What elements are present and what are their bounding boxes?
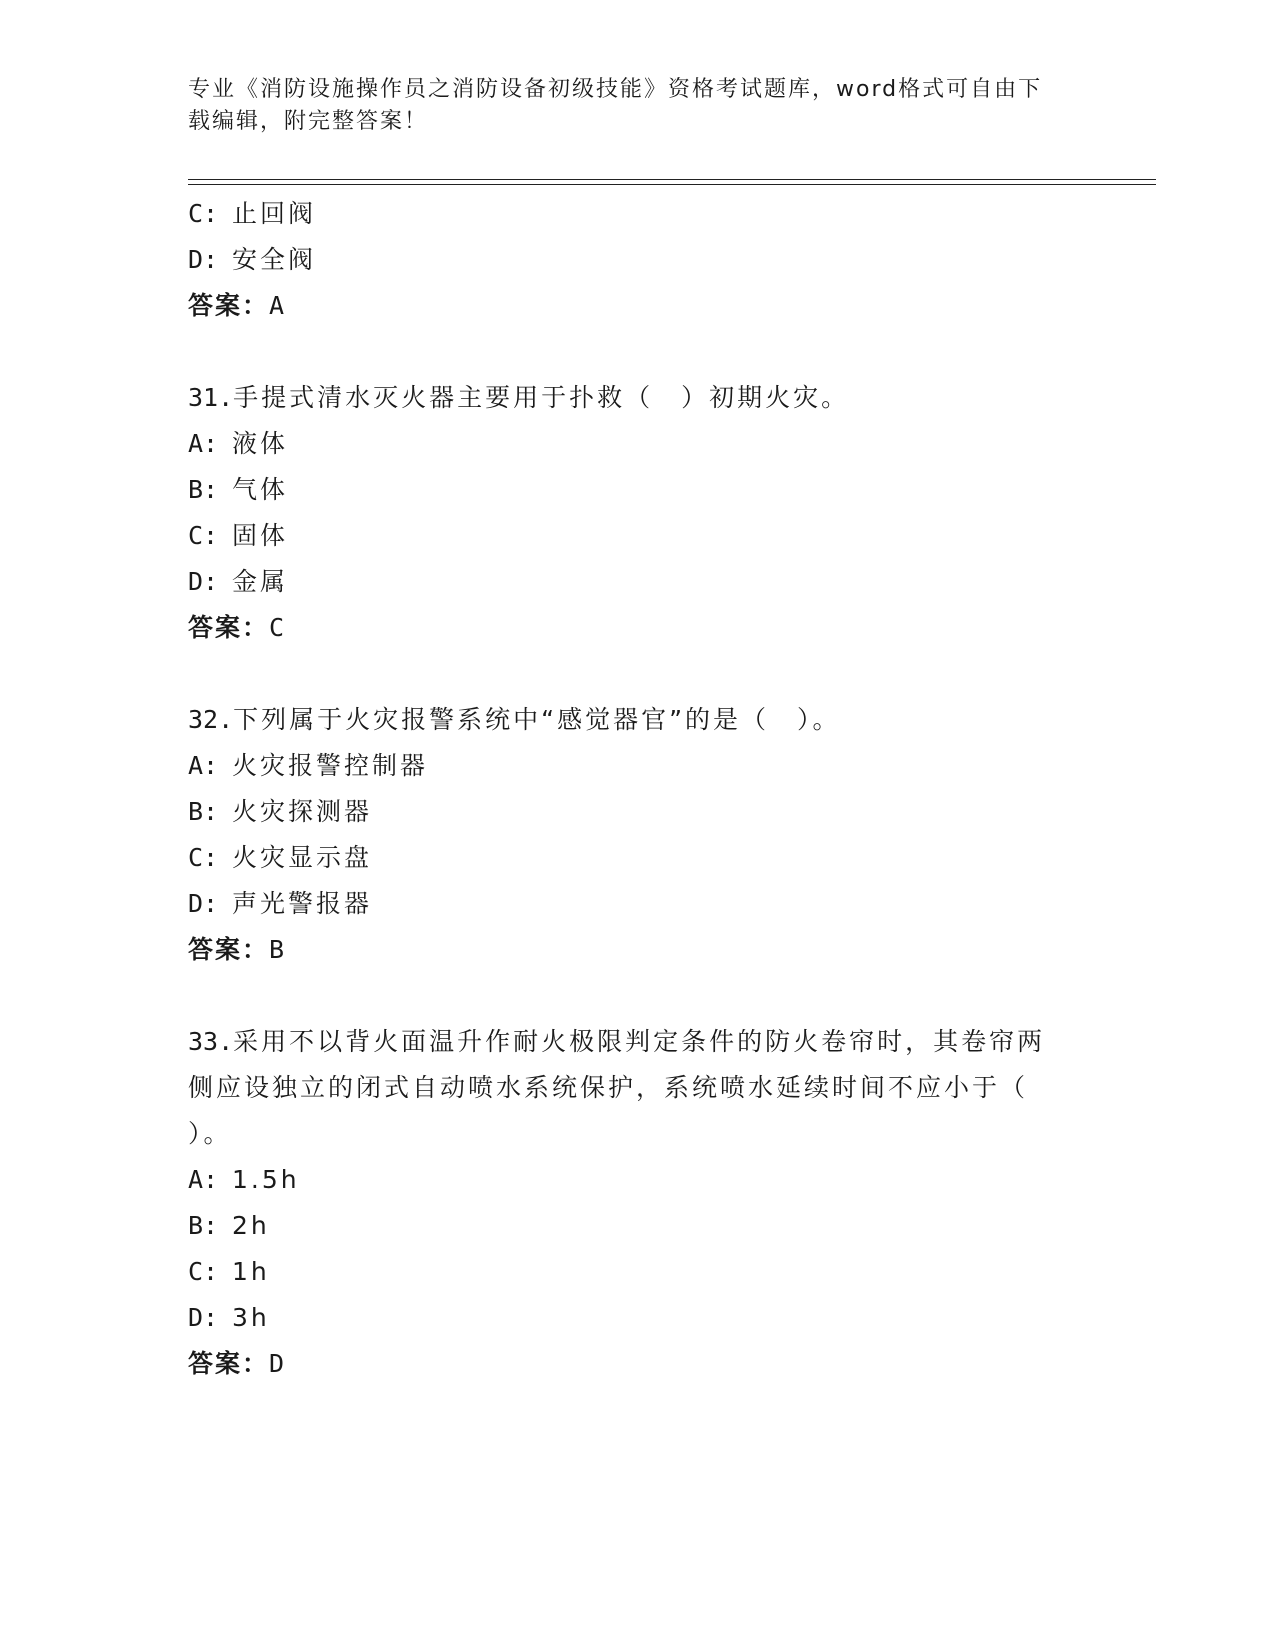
option-b bbox=[188, 467, 1088, 513]
question-number: 33. bbox=[188, 1027, 234, 1056]
question-list bbox=[188, 191, 1088, 1387]
option-letter: B: bbox=[188, 797, 219, 826]
option-text: 固体 bbox=[232, 521, 289, 550]
option-text: 1h bbox=[232, 1257, 270, 1286]
option-letter: C: bbox=[188, 199, 219, 228]
option-text: 止回阀 bbox=[232, 199, 317, 228]
option-d bbox=[188, 881, 1088, 927]
answer-line bbox=[188, 605, 1088, 651]
answer-line bbox=[188, 927, 1088, 973]
option-letter: B: bbox=[188, 475, 219, 504]
option-b bbox=[188, 1203, 1088, 1249]
option-text: 火灾显示盘 bbox=[232, 843, 373, 872]
option-c bbox=[188, 1249, 1088, 1295]
document-header bbox=[188, 74, 1068, 138]
answer-value: A bbox=[269, 291, 285, 320]
question-continued bbox=[188, 191, 1088, 329]
answer-value: D bbox=[269, 1349, 285, 1378]
answer-value: B bbox=[269, 935, 285, 964]
question-stem-line-2 bbox=[188, 1065, 1088, 1111]
option-c bbox=[188, 191, 1088, 237]
option-a bbox=[188, 1157, 1088, 1203]
option-d bbox=[188, 237, 1088, 283]
option-text: 气体 bbox=[232, 475, 289, 504]
option-letter: A: bbox=[188, 751, 219, 780]
option-text: 火灾探测器 bbox=[232, 797, 373, 826]
answer-label: 答案： bbox=[188, 935, 270, 964]
question-stem-line-1 bbox=[188, 1019, 1088, 1065]
header-divider-top bbox=[188, 179, 1156, 180]
option-text: 3h bbox=[232, 1303, 270, 1332]
option-text: 声光警报器 bbox=[232, 889, 373, 918]
question-text: 采用不以背火面温升作耐火极限判定条件的防火卷帘时，其卷帘两 bbox=[233, 1027, 1046, 1056]
option-d bbox=[188, 1295, 1088, 1341]
header-line-2: 载编辑，附完整答案！ bbox=[188, 109, 429, 134]
spacer bbox=[188, 973, 1088, 1019]
question-text: 手提式清水灭火器主要用于扑救（ ）初期火灾。 bbox=[233, 383, 850, 412]
answer-label: 答案： bbox=[188, 1349, 270, 1378]
option-letter: A: bbox=[188, 1165, 219, 1194]
option-d bbox=[188, 559, 1088, 605]
question-number: 32. bbox=[188, 705, 234, 734]
question-number: 31. bbox=[188, 383, 234, 412]
header-divider-bottom bbox=[188, 184, 1156, 185]
option-text: 液体 bbox=[232, 429, 289, 458]
answer-value: C bbox=[269, 613, 285, 642]
option-c bbox=[188, 513, 1088, 559]
option-text: 1.5h bbox=[232, 1165, 300, 1194]
answer-line bbox=[188, 1341, 1088, 1387]
option-letter: A: bbox=[188, 429, 219, 458]
answer-label: 答案： bbox=[188, 291, 270, 320]
option-letter: D: bbox=[188, 567, 219, 596]
option-text: 火灾报警控制器 bbox=[232, 751, 429, 780]
option-letter: D: bbox=[188, 245, 219, 274]
question-stem bbox=[188, 697, 1088, 743]
question-text: ）。 bbox=[188, 1119, 232, 1148]
question-32 bbox=[188, 697, 1088, 973]
question-stem-line-3 bbox=[188, 1111, 1088, 1157]
option-b bbox=[188, 789, 1088, 835]
question-31 bbox=[188, 375, 1088, 651]
header-line-1: 专业《消防设施操作员之消防设备初级技能》资格考试题库，word格式可自由下 bbox=[188, 77, 1043, 102]
option-letter: B: bbox=[188, 1211, 219, 1240]
option-a bbox=[188, 743, 1088, 789]
option-letter: C: bbox=[188, 1257, 219, 1286]
option-text: 2h bbox=[232, 1211, 270, 1240]
question-stem bbox=[188, 375, 1088, 421]
spacer bbox=[188, 651, 1088, 697]
question-text: 下列属于火灾报警系统中“感觉器官”的是（ ）。 bbox=[233, 705, 841, 734]
spacer bbox=[188, 329, 1088, 375]
option-letter: C: bbox=[188, 521, 219, 550]
question-33 bbox=[188, 1019, 1088, 1387]
option-c bbox=[188, 835, 1088, 881]
answer-label: 答案： bbox=[188, 613, 270, 642]
option-letter: D: bbox=[188, 889, 219, 918]
question-text: 侧应设独立的闭式自动喷水系统保护，系统喷水延续时间不应小于（ bbox=[188, 1073, 1029, 1102]
option-text: 金属 bbox=[232, 567, 289, 596]
answer-line bbox=[188, 283, 1088, 329]
option-a bbox=[188, 421, 1088, 467]
option-letter: D: bbox=[188, 1303, 219, 1332]
option-letter: C: bbox=[188, 843, 219, 872]
option-text: 安全阀 bbox=[232, 245, 317, 274]
